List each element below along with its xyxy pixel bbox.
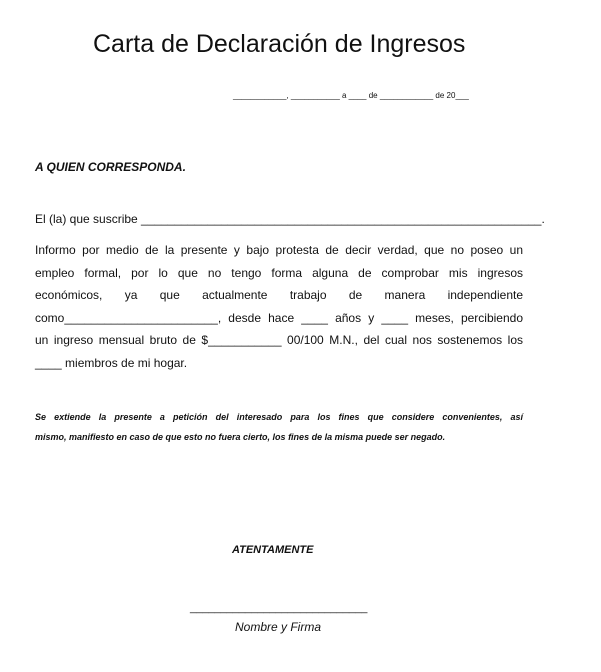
subscriber-line: El (la) que suscribe ____________________________________________________________.	[35, 212, 545, 226]
salutation: A QUIEN CORRESPONDA.	[35, 160, 186, 174]
body-line: un ingreso mensual bruto de $___________ 00/100 M.N., del cual nos sostenemos los	[35, 333, 523, 347]
body-line: Informo por medio de la presente y bajo protesta de decir verdad, que no poseo un	[35, 243, 523, 257]
document-title: Carta de Declaración de Ingresos	[93, 30, 466, 58]
declaration-body	[35, 239, 523, 374]
body-line: como_______________________, desde hace ____ años y ____ meses, percibiendo	[35, 310, 523, 325]
closing-text: ATENTAMENTE	[232, 544, 314, 556]
signature-label: Nombre y Firma	[235, 620, 322, 634]
body-line: ____ miembros de mi hogar.	[35, 355, 188, 370]
body-line: económicos, ya que actualmente trabajo de manera independiente	[35, 288, 523, 302]
notice-paragraph	[35, 407, 523, 447]
body-line: empleo formal, por lo que no tengo forma alguna de comprobar mis ingresos	[35, 265, 523, 280]
notice-line: mismo, manifiesto en caso de que esto no fuera cierto, los fines de la misma puede ser negado.	[35, 432, 446, 442]
date-place-line: ____________, ___________ a ____ de ____________ de 20___	[233, 91, 469, 100]
signature-line: _____________________________	[190, 602, 368, 614]
notice-line: Se extiende la presente a petición del interesado para los fines que considere convenientes, así	[35, 412, 523, 422]
